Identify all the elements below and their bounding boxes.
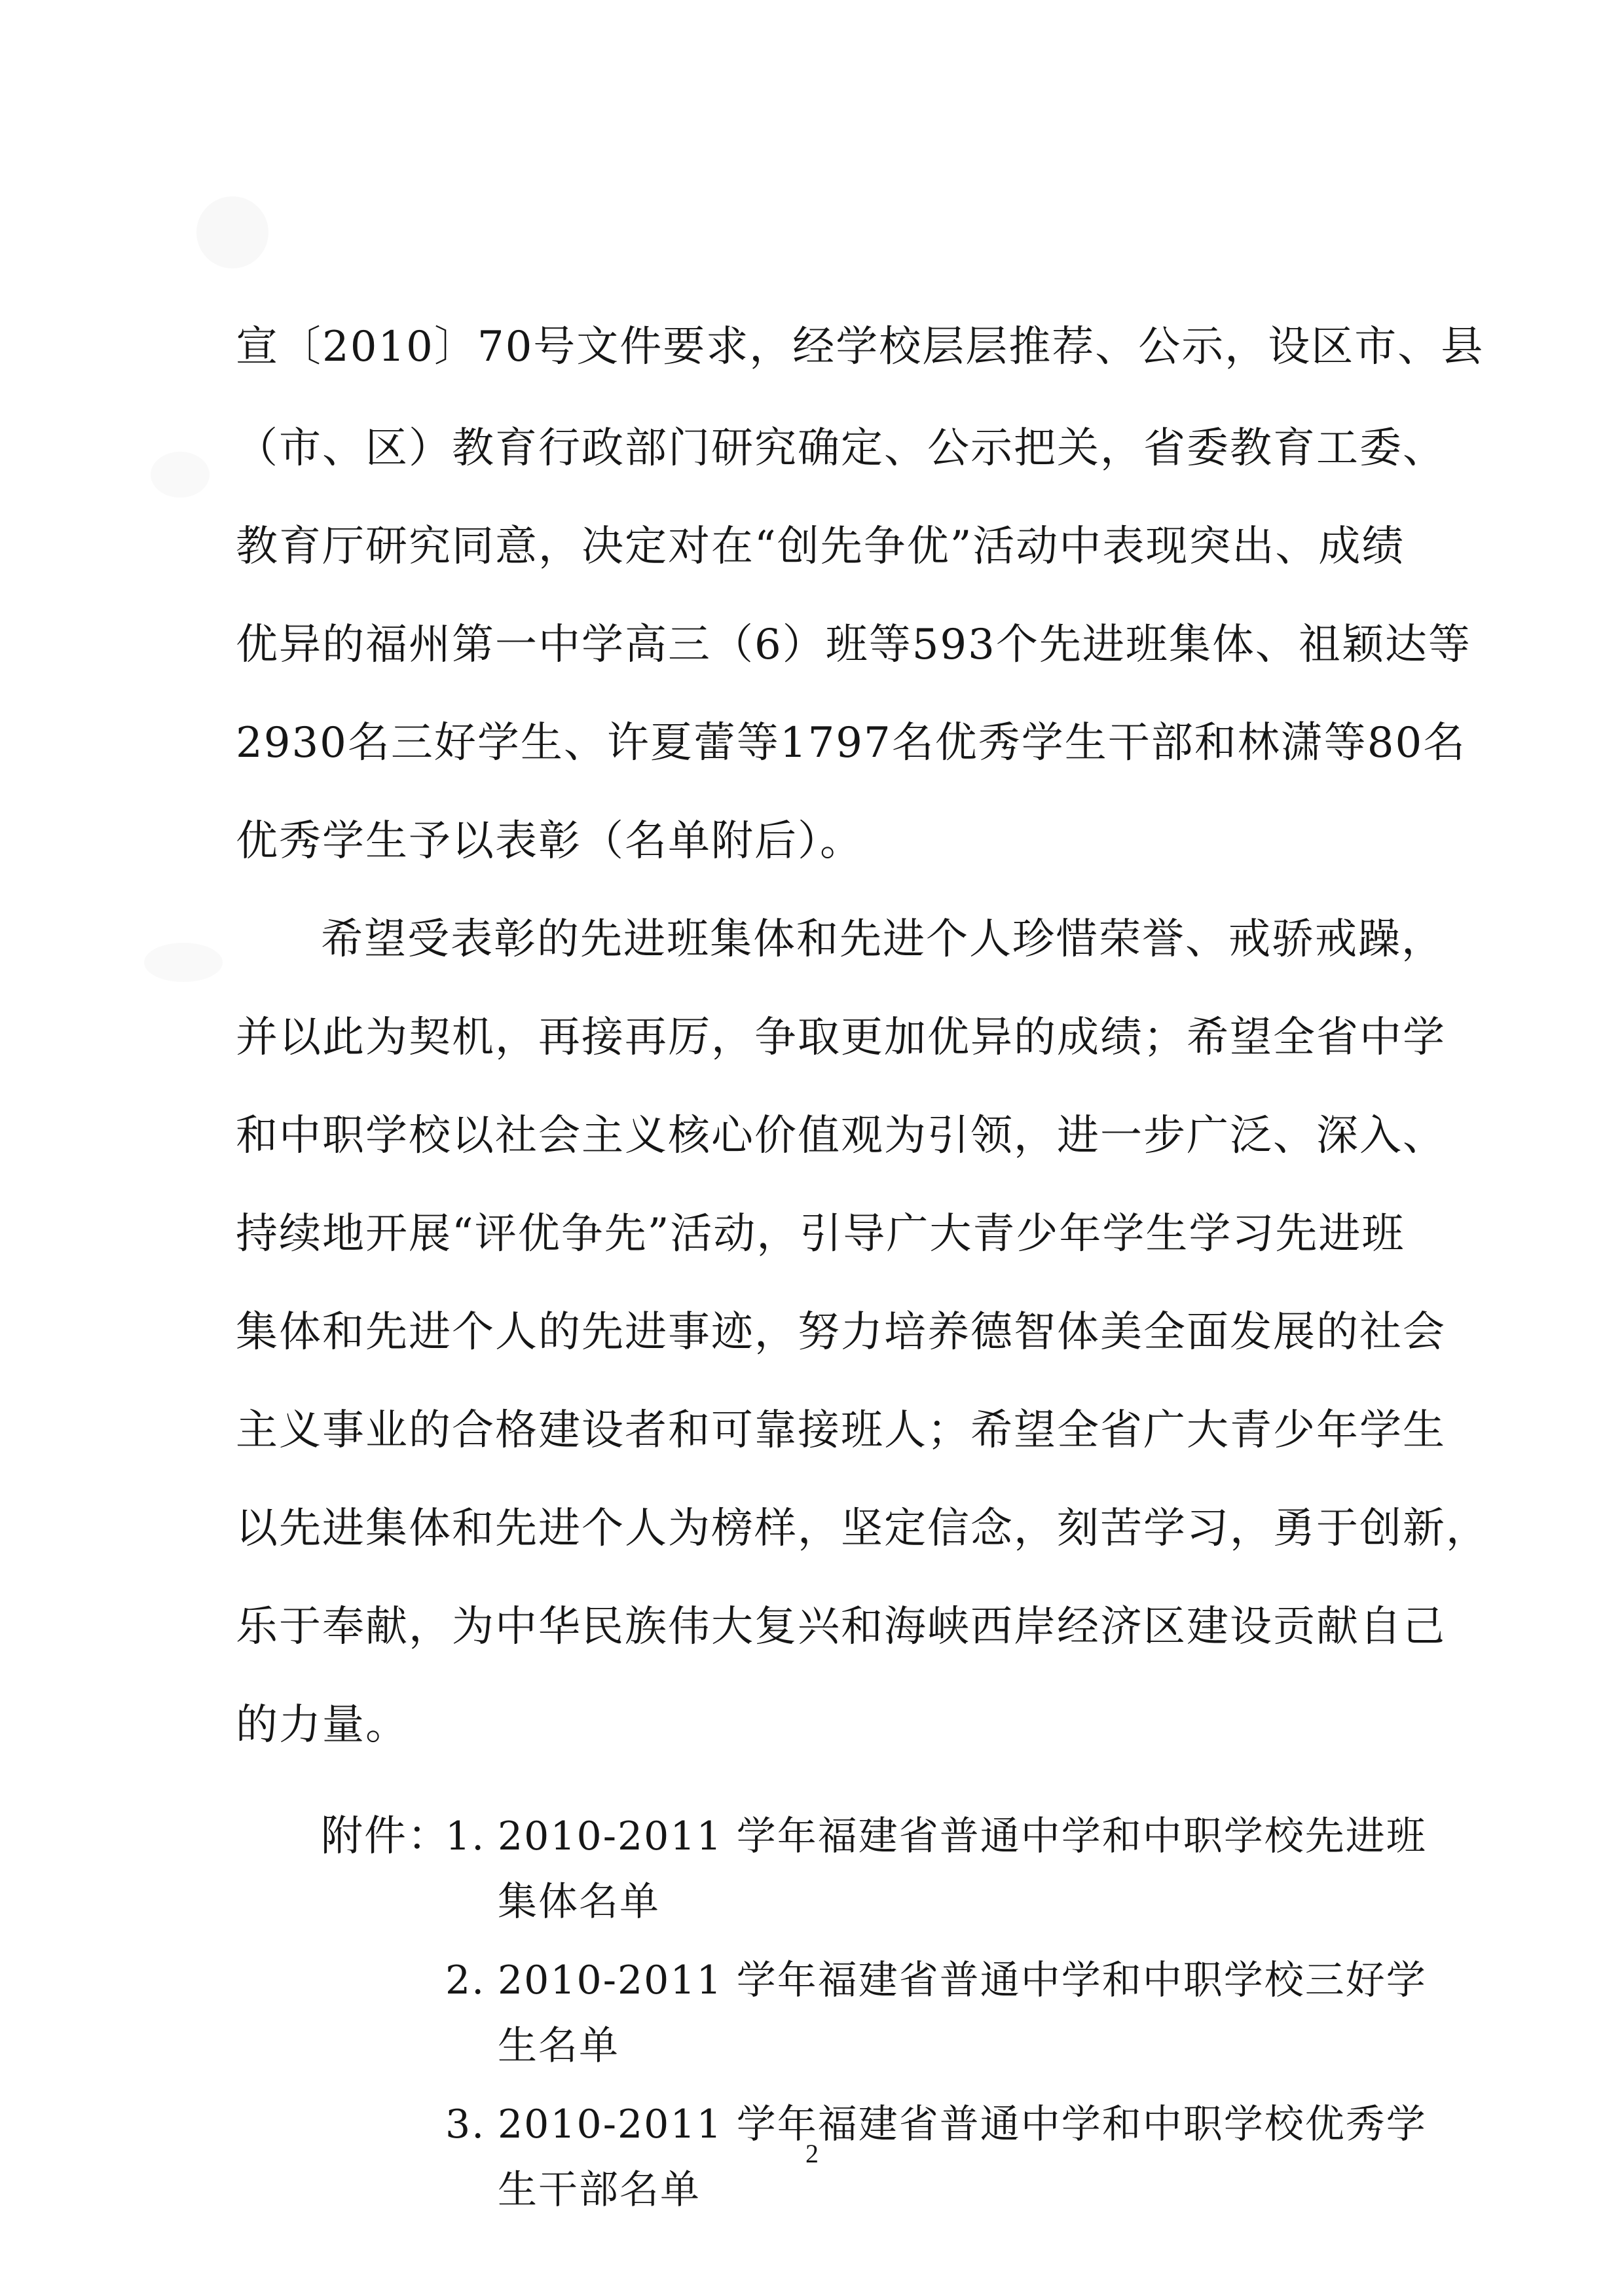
text-line: 教育厅研究同意，决定对在“创先争优”活动中表现突出、成绩 bbox=[236, 522, 1405, 571]
text-line: 主义事业的合格建设者和可靠接班人；希望全省广大青少年学生 bbox=[236, 1406, 1446, 1455]
attachment-title: 2010-2011 学年福建省普通中学和中职学校优秀学 bbox=[498, 2102, 1427, 2147]
text-line: 优秀学生予以表彰（名单附后）。 bbox=[236, 817, 863, 866]
text-line: 2930名三好学生、许夏蕾等1797名优秀学生干部和林潇等80名 bbox=[236, 719, 1467, 767]
text-line: 并以此为契机，再接再厉，争取更加优异的成绩；希望全省中学 bbox=[236, 1013, 1446, 1062]
scan-speck bbox=[144, 943, 223, 982]
attachment-title-continued: 生名单 bbox=[498, 2023, 619, 2069]
text-line: 优异的福州第一中学高三（6）班等593个先进班集体、祖颖达等 bbox=[236, 621, 1471, 669]
attachment-title-continued: 生干部名单 bbox=[498, 2167, 701, 2213]
attachment-title: 2010-2011 学年福建省普通中学和中职学校三好学 bbox=[498, 1958, 1427, 2003]
scan-speck bbox=[196, 196, 268, 268]
text-line: 宣〔2010〕70号文件要求，经学校层层推荐、公示，设区市、县 bbox=[236, 323, 1485, 371]
attachment-number: 3. bbox=[445, 2102, 486, 2147]
text-line: 持续地开展“评优争先”活动，引导广大青少年学生学习先进班 bbox=[236, 1210, 1405, 1258]
attachment-title: 2010-2011 学年福建省普通中学和中职学校先进班 bbox=[498, 1813, 1427, 1859]
text-line: （市、区）教育行政部门研究确定、公示把关，省委教育工委、 bbox=[236, 424, 1446, 473]
attachment-number: 1. bbox=[445, 1813, 486, 1859]
scan-speck bbox=[151, 452, 210, 498]
text-line: 集体和先进个人的先进事迹，努力培养德智体美全面发展的社会 bbox=[236, 1308, 1446, 1357]
text-line: 乐于奉献，为中华民族伟大复兴和海峡西岸经济区建设贡献自己 bbox=[236, 1603, 1446, 1651]
text-line: 和中职学校以社会主义核心价值观为引领，进一步广泛、深入、 bbox=[236, 1112, 1446, 1160]
text-line: 以先进集体和先进个人为榜样，坚定信念，刻苦学习，勇于创新， bbox=[236, 1504, 1489, 1553]
text-line: 的力量。 bbox=[236, 1701, 409, 1749]
attachment-number: 2. bbox=[445, 1958, 486, 2003]
attachments-label: 附件： bbox=[321, 1812, 451, 1861]
text-line: 希望受表彰的先进班集体和先进个人珍惜荣誉、戒骄戒躁， bbox=[321, 915, 1445, 964]
page-number: 2 bbox=[805, 2139, 819, 2168]
attachment-title-continued: 集体名单 bbox=[498, 1879, 660, 1925]
